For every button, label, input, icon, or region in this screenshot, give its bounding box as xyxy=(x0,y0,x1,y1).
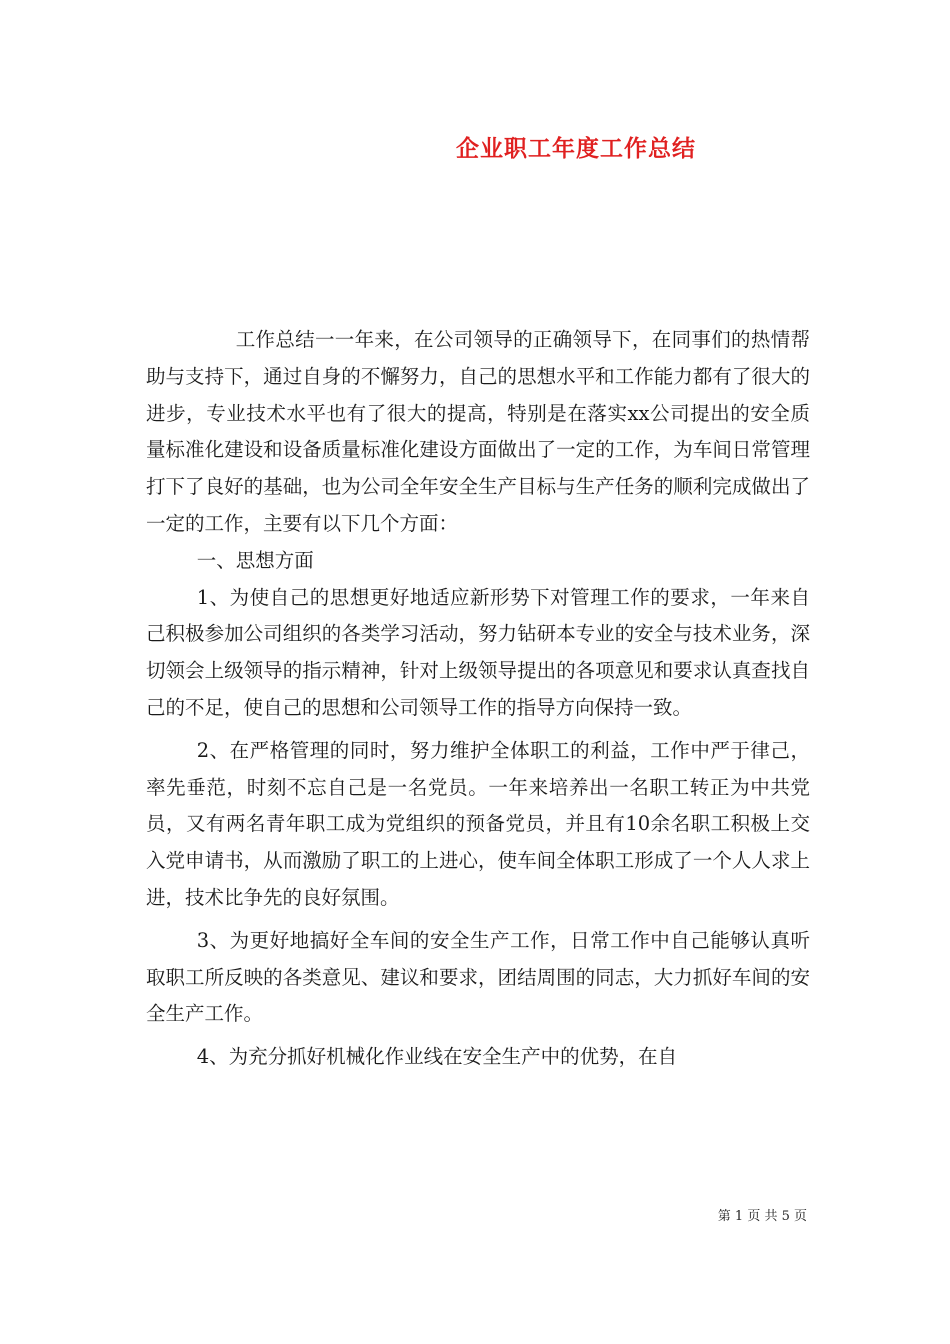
list-item: 2、在严格管理的同时，努力维护全体职工的利益，工作中严于律己，率先垂范，时刻不忘自己是一名党员。一年来培养出一名职工转正为中共党员，又有两名青年职工成为党组织的预备党员，并且有10余名职工积极上交入党申请书，从而激励了职工的上进心，使车间全体职工形成了一个人人求上进，技术比争先的良好氛围。 xyxy=(146,738,810,909)
section-heading: 一、思想方面 xyxy=(196,548,314,572)
list-item: 3、为更好地搞好全车间的安全生产工作，日常工作中自己能够认真听取职工所反映的各类意见、建议和要求，团结周围的同志，大力抓好车间的安全生产工作。 xyxy=(146,928,810,1026)
page-number: 第 1 页 共 5 页 xyxy=(717,1209,807,1224)
intro-paragraph: 工作总结一一年来，在公司领导的正确领导下，在同事们的热情帮助与支持下，通过自身的不懈努力，自己的思想水平和工作能力都有了很大的进步，专业技术水平也有了很大的提高，特别是在落实xx公司提出的安全质量标准化建设和设备质量标准化建设方面做出了一定的工作，为车间日常管理打下了良好的基础，也为公司全年安全生产目标与生产任务的顺利完成做出了一定的工作，主要有以下几个方面： xyxy=(146,328,810,535)
document-title: 企业职工年度工作总结 xyxy=(456,135,696,162)
list-item: 4、为充分抓好机械化作业线在安全生产中的优势，在自 xyxy=(196,1045,678,1069)
list-item: 1、为使自己的思想更好地适应新形势下对管理工作的要求，一年来自己积极参加公司组织的各类学习活动，努力钻研本专业的安全与技术业务，深切领会上级领导的指示精神，针对上级领导提出的各项意见和要求认真查找自己的不足，使自己的思想和公司领导工作的指导方向保持一致。 xyxy=(146,585,810,719)
document-body xyxy=(146,322,810,1082)
